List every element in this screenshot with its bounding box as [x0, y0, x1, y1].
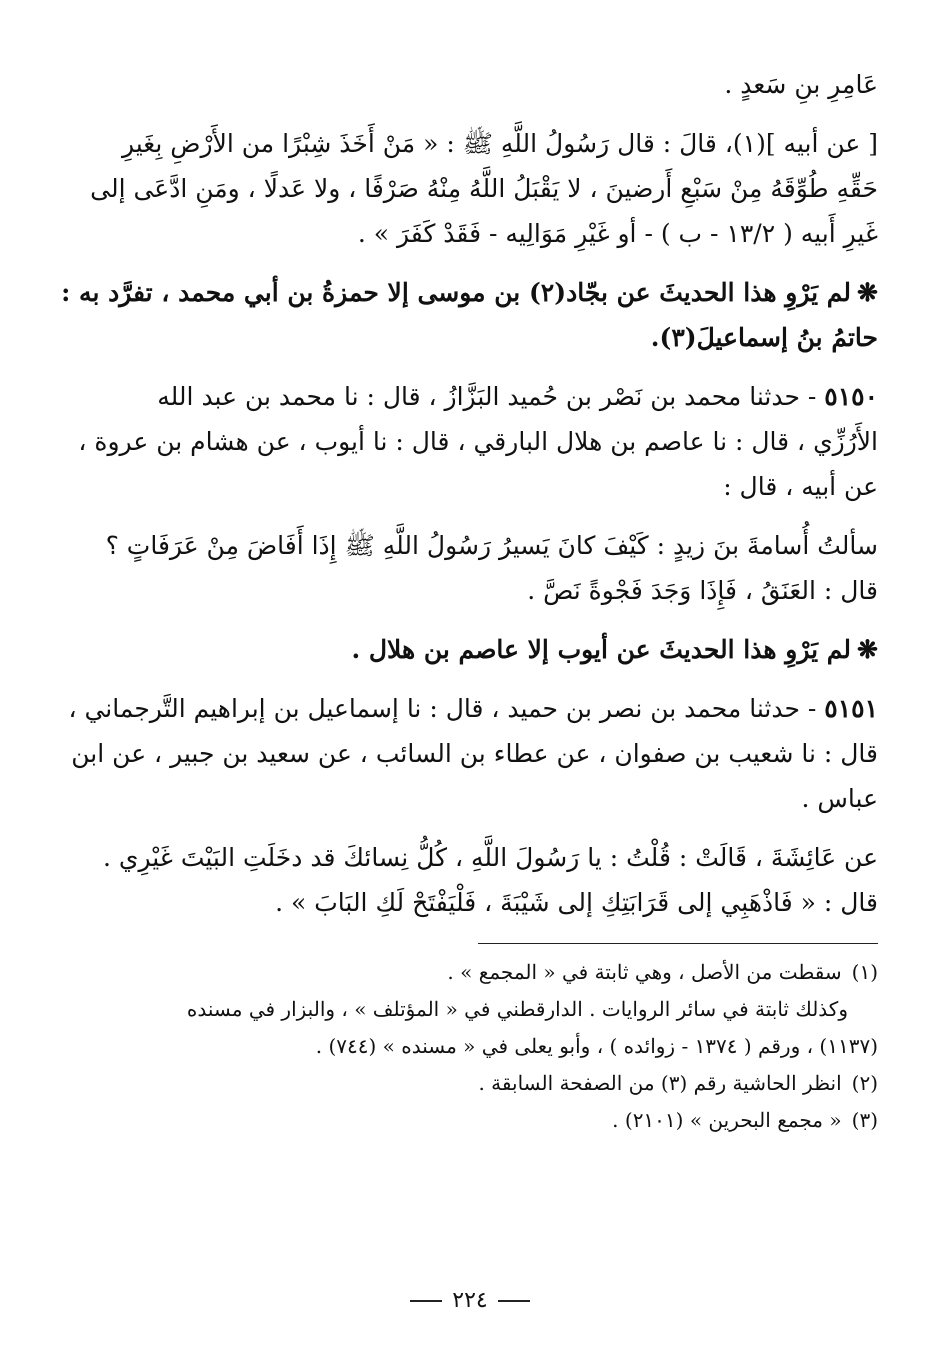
hadith-text-1 [58, 121, 878, 256]
text-line: عباس . [801, 784, 878, 813]
footnote-text: (١١٣٧) ، ورقم ( ١٣٧٤ - زوائده ) ، وأبو يعلى في « مسنده » (٧٤٤) . [315, 1034, 878, 1058]
footnote-2 [58, 1065, 878, 1102]
hadith-5151-isnad [58, 686, 878, 821]
dash-decoration [498, 1300, 530, 1302]
text-line: عن عَائِشَةَ ، قَالَتْ : قُلْتُ : يا رَسُولَ اللَّهِ ، كُلُّ نِسائكَ قد دخَلَتِ البَيْتَ غَيْرِي . [103, 843, 878, 872]
footnote-number: (٢) [851, 1071, 878, 1095]
footnote-text: وكذلك ثابتة في سائر الروايات . الدارقطني في « المؤتلف » ، والبزار في مسنده [186, 997, 848, 1021]
hadith-5150-isnad [58, 374, 878, 509]
hadith-number: ٥١٥١ [824, 694, 878, 723]
hadith-5151-matn [58, 835, 878, 925]
text-line: قال : العَنَقُ ، فَإِذَا وَجَدَ فَجْوةً نَصَّ . [527, 576, 878, 605]
text-line: قال : نا شعيب بن صفوان ، عن عطاء بن السائب ، عن سعيد بن جبير ، عن ابن [71, 739, 878, 768]
text-line: - حدثنا محمد بن نَصْر بن حُميد البَزَّازُ ، قال : نا محمد بن عبد الله [157, 382, 817, 411]
page-number [0, 1288, 940, 1313]
page-body [58, 62, 878, 1139]
hadith-5150-matn [58, 523, 878, 613]
text-line: الأَرُزِّي ، قال : نا عاصم بن هلال البارقي ، قال : نا أيوب ، عن هشام بن عروة ، [78, 427, 878, 456]
commentary-note-5150 [58, 627, 878, 672]
footnote-1 [58, 954, 878, 991]
footnote-text: « مجمع البحرين » (٢١٠١) . [612, 1108, 842, 1132]
text-line: لم يَرْوِ هذا الحديثَ عن أيوب إلا عاصم بن هلال . [351, 635, 852, 664]
footnote-3 [58, 1102, 878, 1139]
text-line: - حدثنا محمد بن نصر بن حميد ، قال : نا إسماعيل بن إبراهيم التَّرجماني ، [68, 694, 817, 723]
footnote-number: (٣) [851, 1108, 878, 1132]
dash-decoration [410, 1300, 442, 1302]
footnote-divider [478, 943, 878, 944]
page-number-text: ٢٢٤ [452, 1288, 488, 1313]
text-line: لم يَرْوِ هذا الحديثَ عن بجّاد(٢) بن موسى إلا حمزةُ بن أبي محمد ، تفرَّد به : [61, 278, 852, 307]
star-icon: ❋ [857, 278, 878, 307]
text-line: حاتمُ بنُ إسماعيلَ(٣). [650, 323, 878, 352]
paragraph-0 [58, 62, 878, 107]
footnotes [58, 954, 878, 1139]
text-line: عن أبيه ، قال : [723, 472, 878, 501]
text-line: سألتُ أُسامةَ بنَ زيدٍ : كَيْفَ كانَ يَسيرُ رَسُولُ اللَّهِ ﷺ إِذَا أَفَاضَ مِنْ عَرَفَاتٍ ؟ [105, 531, 878, 560]
text-line: عَامِرِ بنِ سَعدٍ . [724, 70, 878, 99]
text-line: قال : « فَاذْهَبِي إلى قَرَابَتِكِ إلى شَيْبَةَ ، فَلْيَفْتَحْ لَكِ البَابَ » . [275, 888, 878, 917]
footnote-text: انظر الحاشية رقم (٣) من الصفحة السابقة . [478, 1071, 842, 1095]
footnote-number: (١) [851, 960, 878, 984]
text-line: غَيرِ أَبيه ( ١٣/٢ - ب ) - أو غَيْرِ مَوَالِيه - فَقَدْ كَفَرَ » . [357, 219, 878, 248]
footnote-text: سقطت من الأصل ، وهي ثابتة في « المجمع » . [447, 960, 842, 984]
star-icon: ❋ [857, 635, 878, 664]
hadith-number: ٥١٥٠ [824, 382, 878, 411]
text-line: [ عن أبيه ](١)، قالَ : قال رَسُولُ اللَّهِ ﷺ : « مَنْ أَخَذَ شِبْرًا من الأَرْضِ بِغَيرِ [121, 129, 878, 158]
text-line: حَقِّهِ طُوِّقَهُ مِنْ سَبْعِ أَرضينَ ، لا يَقْبَلُ اللَّهُ مِنْهُ صَرْفًا ، ولا عَدلًا ، ومَنِ ادَّعَى إلى [90, 174, 878, 203]
commentary-note-1 [58, 270, 878, 360]
